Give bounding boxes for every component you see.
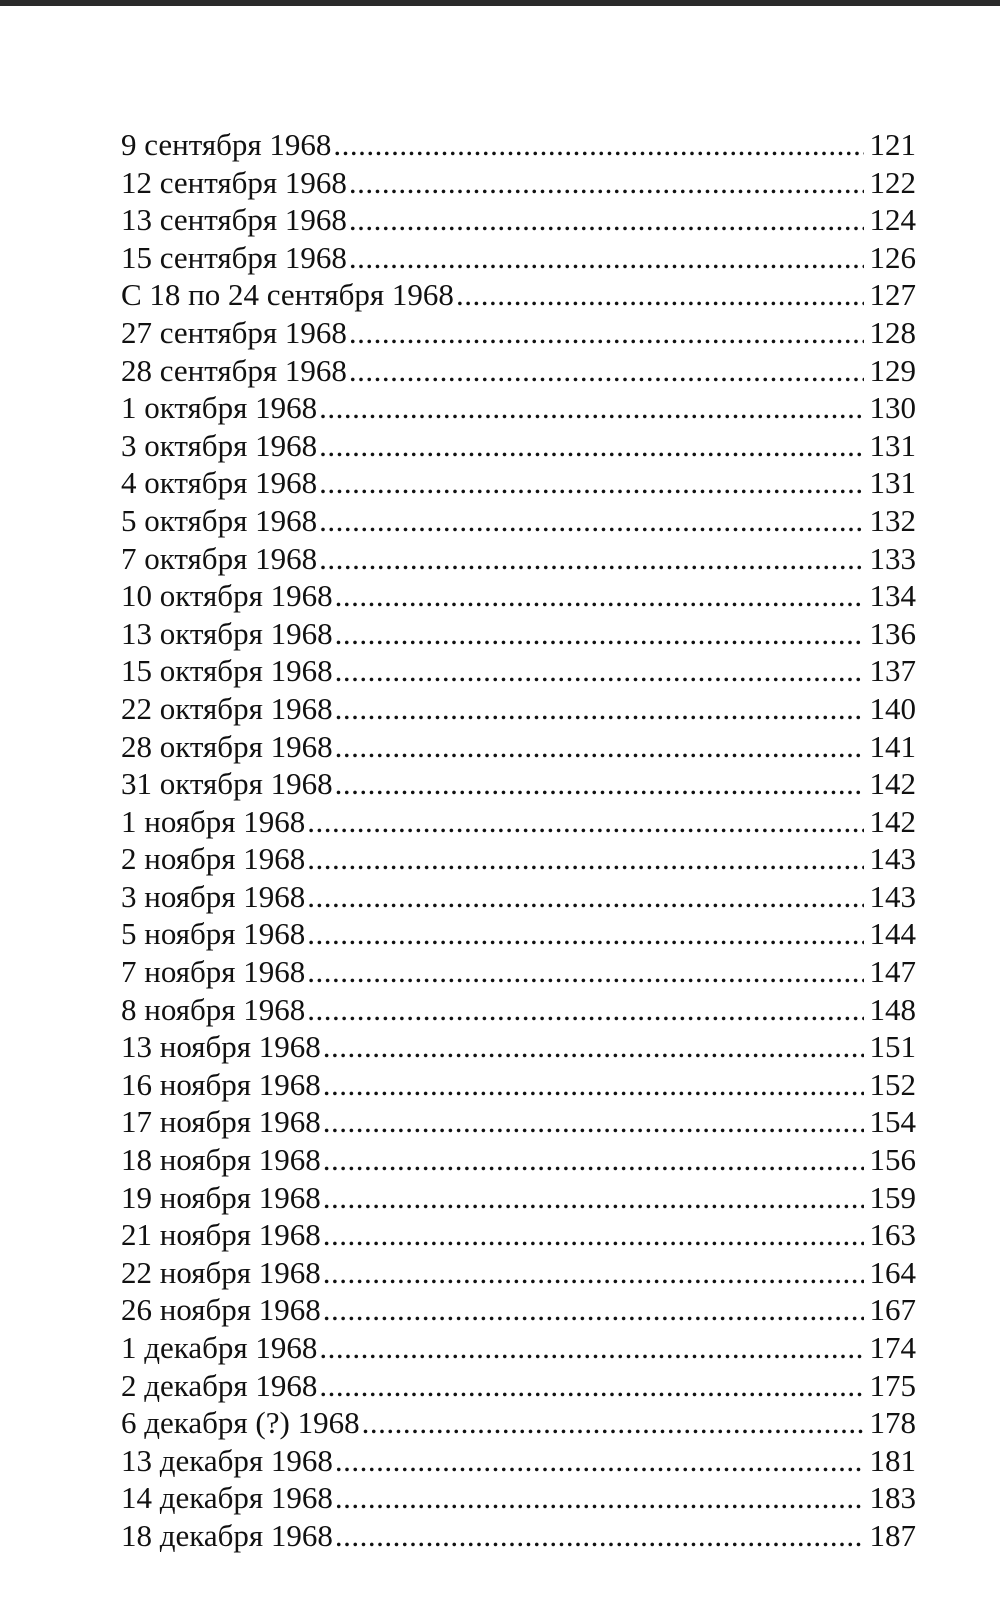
toc-entry-page: 133 bbox=[869, 540, 916, 576]
toc-entry-title: 5 ноября 1968 bbox=[121, 916, 306, 952]
toc-entry[interactable] bbox=[121, 615, 916, 653]
dot-leader bbox=[319, 464, 864, 502]
toc-entry[interactable] bbox=[121, 953, 916, 991]
toc-entry-page: 137 bbox=[869, 653, 916, 689]
toc-entry-title: 13 декабря 1968 bbox=[121, 1442, 333, 1478]
toc-entry-title: 22 ноября 1968 bbox=[121, 1254, 321, 1290]
toc-entry[interactable] bbox=[121, 1442, 916, 1480]
toc-entry[interactable] bbox=[121, 1404, 916, 1442]
toc-entry-page: 159 bbox=[869, 1179, 916, 1215]
toc-entry-title: 22 октября 1968 bbox=[121, 690, 333, 726]
table-of-contents bbox=[121, 126, 916, 1555]
dot-leader bbox=[323, 1103, 864, 1141]
toc-entry[interactable] bbox=[121, 314, 916, 352]
toc-entry[interactable] bbox=[121, 389, 916, 427]
toc-entry-page: 140 bbox=[869, 690, 916, 726]
toc-entry-title: 1 ноября 1968 bbox=[121, 803, 306, 839]
dot-leader bbox=[349, 164, 864, 202]
toc-entry-title: 13 октября 1968 bbox=[121, 615, 333, 651]
dot-leader bbox=[323, 1291, 864, 1329]
toc-entry[interactable] bbox=[121, 652, 916, 690]
toc-entry-page: 147 bbox=[869, 954, 916, 990]
toc-entry-title: 28 сентября 1968 bbox=[121, 352, 347, 388]
toc-entry-title: 10 октября 1968 bbox=[121, 578, 333, 614]
toc-entry-page: 151 bbox=[869, 1029, 916, 1065]
toc-entry[interactable] bbox=[121, 1329, 916, 1367]
dot-leader bbox=[319, 1367, 864, 1405]
dot-leader bbox=[349, 314, 864, 352]
toc-entry[interactable] bbox=[121, 201, 916, 239]
toc-entry[interactable] bbox=[121, 540, 916, 578]
toc-entry[interactable] bbox=[121, 690, 916, 728]
toc-entry-page: 174 bbox=[869, 1330, 916, 1365]
toc-entry[interactable] bbox=[121, 1254, 916, 1292]
dot-leader bbox=[323, 1216, 864, 1254]
toc-entry-title: 1 октября 1968 bbox=[121, 390, 318, 426]
toc-entry-title: 14 декабря 1968 bbox=[121, 1480, 333, 1516]
dot-leader bbox=[335, 577, 864, 615]
dot-leader bbox=[307, 953, 864, 991]
toc-entry-page: 141 bbox=[869, 728, 916, 764]
toc-entry-title: 31 октября 1968 bbox=[121, 766, 333, 802]
dot-leader bbox=[335, 690, 864, 728]
toc-entry[interactable] bbox=[121, 728, 916, 766]
toc-entry-title: 15 сентября 1968 bbox=[121, 239, 347, 275]
dot-leader bbox=[335, 1517, 864, 1555]
toc-entry[interactable] bbox=[121, 164, 916, 202]
dot-leader bbox=[335, 615, 864, 653]
toc-entry-title: 12 сентября 1968 bbox=[121, 164, 347, 200]
toc-entry[interactable] bbox=[121, 878, 916, 916]
toc-entry[interactable] bbox=[121, 1517, 916, 1555]
toc-entry-title: 17 ноября 1968 bbox=[121, 1104, 321, 1140]
dot-leader bbox=[307, 803, 864, 841]
toc-entry[interactable] bbox=[121, 1479, 916, 1517]
toc-entry-page: 126 bbox=[869, 239, 916, 275]
toc-entry[interactable] bbox=[121, 1103, 916, 1141]
toc-entry[interactable] bbox=[121, 1066, 916, 1104]
toc-entry-title: 3 октября 1968 bbox=[121, 427, 318, 463]
dot-leader bbox=[323, 1028, 864, 1066]
toc-entry-title: 2 ноября 1968 bbox=[121, 841, 306, 877]
toc-entry[interactable] bbox=[121, 502, 916, 540]
toc-entry[interactable] bbox=[121, 1216, 916, 1254]
toc-entry-title: 18 декабря 1968 bbox=[121, 1517, 333, 1553]
dot-leader bbox=[307, 878, 864, 916]
dot-leader bbox=[335, 765, 864, 803]
dot-leader bbox=[307, 915, 864, 953]
toc-entry-title: 4 октября 1968 bbox=[121, 465, 318, 501]
dot-leader bbox=[335, 1442, 864, 1480]
toc-entry-title: 18 ноября 1968 bbox=[121, 1142, 321, 1178]
toc-entry[interactable] bbox=[121, 239, 916, 277]
dot-leader bbox=[333, 126, 864, 164]
toc-entry-title: 1 декабря 1968 bbox=[121, 1330, 318, 1365]
toc-entry-page: 131 bbox=[869, 427, 916, 463]
toc-entry-page: 142 bbox=[869, 803, 916, 839]
toc-entry-page: 143 bbox=[869, 878, 916, 914]
toc-entry-page: 152 bbox=[869, 1066, 916, 1102]
toc-entry[interactable] bbox=[121, 126, 916, 164]
toc-entry-page: 183 bbox=[869, 1480, 916, 1516]
toc-entry[interactable] bbox=[121, 276, 916, 314]
toc-entry-title: 13 ноября 1968 bbox=[121, 1029, 321, 1065]
toc-entry-page: 130 bbox=[869, 390, 916, 426]
toc-entry-title: 26 ноября 1968 bbox=[121, 1292, 321, 1328]
toc-entry[interactable] bbox=[121, 464, 916, 502]
toc-entry-page: 148 bbox=[869, 991, 916, 1027]
toc-entry-page: 131 bbox=[869, 465, 916, 501]
toc-entry-page: 128 bbox=[869, 314, 916, 350]
toc-entry-page: 142 bbox=[869, 766, 916, 802]
toc-entry-page: 132 bbox=[869, 502, 916, 538]
toc-entry[interactable] bbox=[121, 765, 916, 803]
dot-leader bbox=[335, 728, 864, 766]
toc-entry-title: 2 декабря 1968 bbox=[121, 1367, 318, 1403]
dot-leader bbox=[349, 239, 864, 277]
dot-leader bbox=[307, 840, 864, 878]
toc-entry-page: 156 bbox=[869, 1142, 916, 1178]
toc-entry-page: 124 bbox=[869, 202, 916, 238]
toc-entry-page: 163 bbox=[869, 1217, 916, 1253]
toc-entry-title: 7 ноября 1968 bbox=[121, 954, 306, 990]
dot-leader bbox=[307, 991, 864, 1029]
toc-entry-title: 16 ноября 1968 bbox=[121, 1066, 321, 1102]
toc-entry-page: 175 bbox=[869, 1367, 916, 1403]
toc-entry-title: 9 сентября 1968 bbox=[121, 127, 332, 162]
toc-entry-page: 167 bbox=[869, 1292, 916, 1328]
dot-leader bbox=[335, 652, 864, 690]
toc-entry[interactable] bbox=[121, 1367, 916, 1405]
toc-entry-page: 121 bbox=[869, 127, 916, 162]
dot-leader bbox=[335, 1479, 864, 1517]
toc-entry[interactable] bbox=[121, 427, 916, 465]
toc-entry-page: 144 bbox=[869, 916, 916, 952]
dot-leader bbox=[323, 1179, 864, 1217]
toc-entry-title: С 18 по 24 сентября 1968 bbox=[121, 277, 454, 313]
toc-entry[interactable] bbox=[121, 840, 916, 878]
top-edge-bar bbox=[0, 0, 1000, 6]
toc-entry-title: 13 сентября 1968 bbox=[121, 202, 347, 238]
dot-leader bbox=[323, 1066, 864, 1104]
dot-leader bbox=[349, 352, 864, 390]
dot-leader bbox=[319, 540, 864, 578]
toc-entry-page: 143 bbox=[869, 841, 916, 877]
toc-entry[interactable] bbox=[121, 991, 916, 1029]
toc-entry[interactable] bbox=[121, 1141, 916, 1179]
dot-leader bbox=[323, 1141, 864, 1179]
dot-leader bbox=[349, 201, 864, 239]
toc-entry-title: 21 ноября 1968 bbox=[121, 1217, 321, 1253]
dot-leader bbox=[319, 502, 864, 540]
dot-leader bbox=[319, 1329, 864, 1367]
toc-entry[interactable] bbox=[121, 803, 916, 841]
toc-entry[interactable] bbox=[121, 915, 916, 953]
dot-leader bbox=[362, 1404, 864, 1442]
toc-entry-title: 5 октября 1968 bbox=[121, 502, 318, 538]
toc-entry-title: 28 октября 1968 bbox=[121, 728, 333, 764]
toc-entry-title: 19 ноября 1968 bbox=[121, 1179, 321, 1215]
toc-entry-title: 3 ноября 1968 bbox=[121, 878, 306, 914]
toc-entry-page: 164 bbox=[869, 1254, 916, 1290]
toc-entry-title: 27 сентября 1968 bbox=[121, 314, 347, 350]
toc-entry[interactable] bbox=[121, 1291, 916, 1329]
dot-leader bbox=[456, 276, 864, 314]
dot-leader bbox=[323, 1254, 864, 1292]
toc-entry-page: 136 bbox=[869, 615, 916, 651]
toc-entry[interactable] bbox=[121, 352, 916, 390]
toc-entry-page: 178 bbox=[869, 1405, 916, 1441]
toc-entry-page: 134 bbox=[869, 578, 916, 614]
dot-leader bbox=[319, 389, 864, 427]
toc-entry-page: 154 bbox=[869, 1104, 916, 1140]
toc-entry-title: 7 октября 1968 bbox=[121, 540, 318, 576]
toc-entry-page: 127 bbox=[869, 277, 916, 313]
toc-entry-page: 129 bbox=[869, 352, 916, 388]
dot-leader bbox=[319, 427, 864, 465]
toc-entry-title: 15 октября 1968 bbox=[121, 653, 333, 689]
toc-entry-page: 181 bbox=[869, 1442, 916, 1478]
toc-entry[interactable] bbox=[121, 1028, 916, 1066]
toc-entry[interactable] bbox=[121, 577, 916, 615]
toc-entry-title: 6 декабря (?) 1968 bbox=[121, 1405, 360, 1441]
toc-entry-title: 8 ноября 1968 bbox=[121, 991, 306, 1027]
toc-entry-page: 187 bbox=[869, 1517, 916, 1553]
toc-entry[interactable] bbox=[121, 1179, 916, 1217]
toc-entry-page: 122 bbox=[869, 164, 916, 200]
